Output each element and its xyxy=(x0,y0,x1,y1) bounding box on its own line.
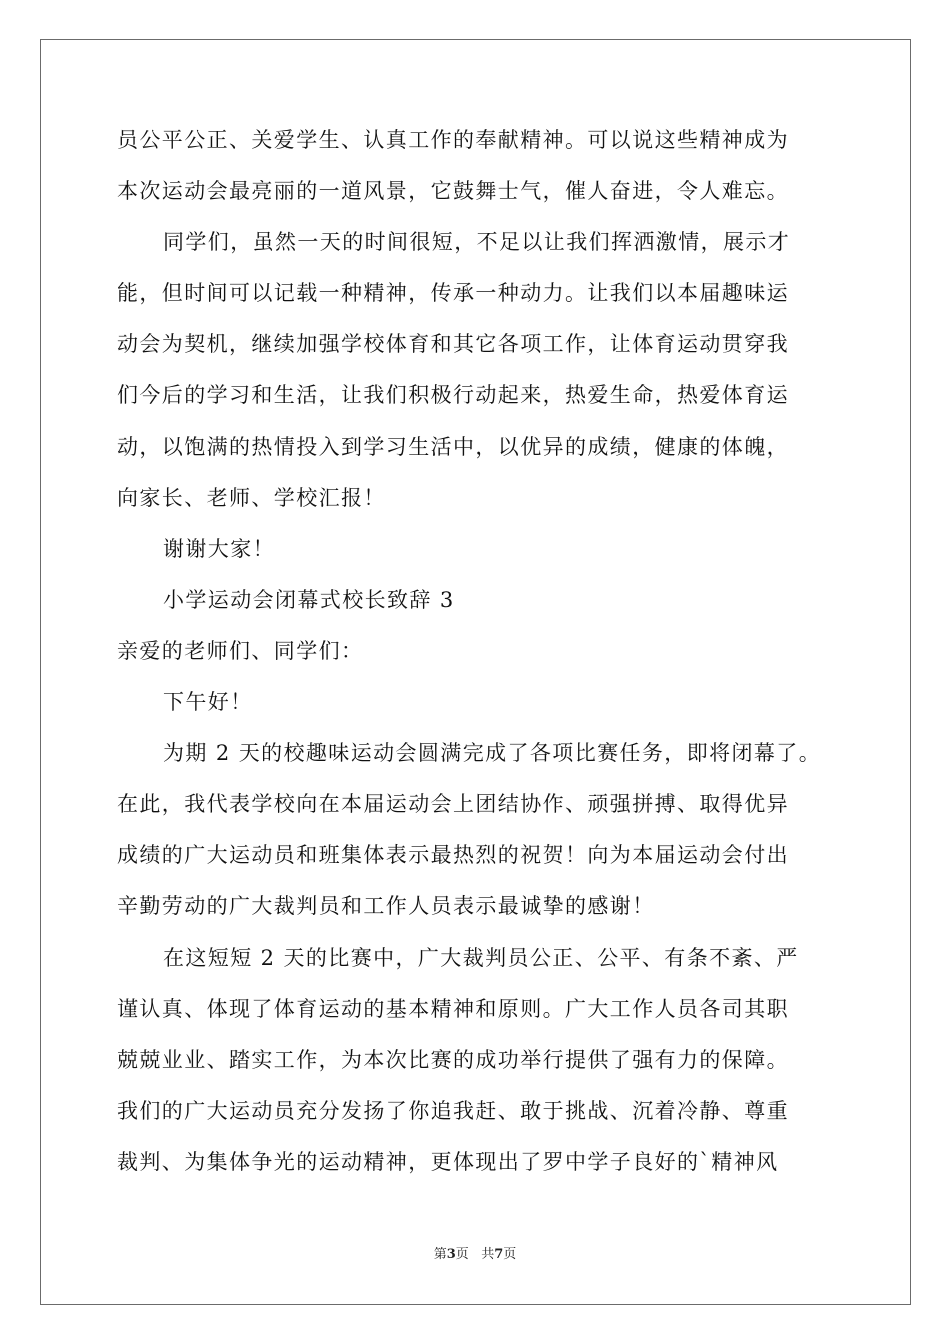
text-line: 动会为契机，继续加强学校体育和其它各项工作，让体育运动贯穿我 xyxy=(117,332,789,357)
text-line: 员公平公正、关爱学生、认真工作的奉献精神。可以说这些精神成为 xyxy=(117,128,789,152)
text-line: 能，但时间可以记载一种精神，传承一种动力。让我们以本届趣味运 xyxy=(117,281,789,306)
greeting: 下午好！ xyxy=(163,690,253,715)
closing-line: 谢谢大家！ xyxy=(163,536,275,561)
text-line: 为期 2 天的校趣味运动会圆满完成了各项比赛任务，即将闭幕了。 xyxy=(163,741,822,766)
page-suffix: 页 xyxy=(455,1247,469,1262)
text-line: 我们的广大运动员充分发扬了你追我赶、敢于挑战、沉着冷静、尊重 xyxy=(117,1098,789,1123)
text-line: 在这短短 2 天的比赛中，广大裁判员公正、公平、有条不紊、严 xyxy=(163,945,799,970)
text-line: 们今后的学习和生活，让我们积极行动起来，热爱生命，热爱体育运 xyxy=(117,383,789,408)
text-line: 裁判、为集体争光的运动精神，更体现出了罗中学子良好的`精神风 xyxy=(117,1149,779,1174)
salutation: 亲爱的老师们、同学们： xyxy=(117,638,364,663)
text-line: 在此，我代表学校向在本届运动会上团结协作、顽强拼搏、取得优异 xyxy=(117,792,789,817)
text-line: 动，以饱满的热情投入到学习生活中，以优异的成绩，健康的体魄， xyxy=(117,434,789,459)
page-number: 3 xyxy=(446,1247,456,1262)
total-suffix: 页 xyxy=(503,1247,517,1262)
text-line: 成绩的广大运动员和班集体表示最热烈的祝贺！向为本届运动会付出 xyxy=(117,843,789,868)
page-footer xyxy=(0,1247,950,1263)
total-prefix: 共 xyxy=(481,1247,495,1262)
section-title: 小学运动会闭幕式校长致辞 3 xyxy=(163,587,455,612)
text-line: 辛勤劳动的广大裁判员和工作人员表示最诚挚的感谢！ xyxy=(117,894,655,919)
text-line: 谨认真、体现了体育运动的基本精神和原则。广大工作人员各司其职 xyxy=(117,996,789,1021)
page-prefix: 第 xyxy=(433,1247,447,1262)
document-body xyxy=(117,128,857,1201)
text-line: 本次运动会最亮丽的一道风景，它鼓舞士气，催人奋进，令人难忘。 xyxy=(117,179,789,204)
text-line: 兢兢业业、踏实工作，为本次比赛的成功举行提供了强有力的保障。 xyxy=(117,1047,789,1072)
text-line: 同学们，虽然一天的时间很短，不足以让我们挥洒激情，展示才 xyxy=(163,230,791,255)
text-line: 向家长、老师、学校汇报！ xyxy=(117,485,386,510)
total-pages: 7 xyxy=(494,1247,504,1262)
